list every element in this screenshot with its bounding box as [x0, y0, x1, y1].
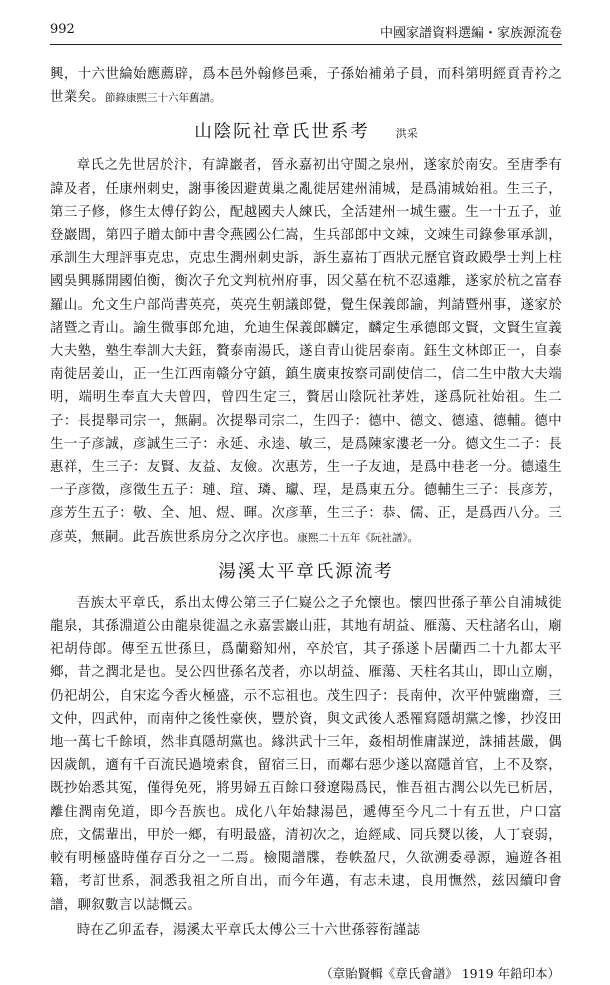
section2-signature: 時在乙卯孟春，湯溪太平章氏太傅公三十六世孫蓉衔謹誌 — [76, 922, 421, 938]
section1-paragraph — [50, 154, 562, 549]
carryover-note: 節錄康熙三十六年舊譜。 — [104, 92, 221, 105]
section-title-yinshan — [50, 120, 562, 144]
section1-note: 康熙二十五年《阮社譜》。 — [297, 531, 419, 544]
header-rule — [50, 44, 562, 45]
page-number: 992 — [50, 22, 75, 37]
carryover-text: 興，十六世綸始應薦辟，爲本邑外翰修邑乘，子孫始補弟子員，而科第明經貢青衿之世業矣。 — [50, 67, 562, 106]
section-title-tangxi — [50, 560, 562, 584]
page-body — [50, 63, 562, 985]
page-header — [50, 22, 562, 40]
section1-body: 章氏之先世居於汴，有諱巖者，晉永嘉初出守閩之泉州，遂家於南安。至唐季有諱及者，任康州刺史，謝事後因避黄巢之亂徙居建州浦城，是爲浦城始祖。生三子，第三子修，修生太傅仔鈞公，配越國夫人練氏，全活建州一城生靈。生一十五子，並登巖閭，第四子贈太師中書令燕國公仁嵩，生兵部郎中文竦，文竦生司錄參軍承訓，承訓生大理評事克忠，克忠生潤州刺史訴，訴生嘉祐丁酉狀元歷官資政殿學士判上柱國吳興縣開國伯衡，衡次子允文判杭州府事，因父墓在杭不忍遠離，遂家於杭之富春羅山。允文生户部尚書英亮，英亮生朝議郎覺，覺生保義郎諭，判請暨州事，遂家於諸暨之青山。諭生微事郎允迪，允迪生保義郎麟定，麟定生承德郎文賢，文賢生宣義大夫塾，塾生奉訓大夫鈺，贅泰南湯氏，遂自青山徙居泰南。鈺生文林郎正一，自泰南徙居姜山，正一生江西南赣分守鎮，鎮生廣東按察司副使信二，信二生中散大夫端明，端明生奉直大夫曾四，曾四生定三，贅居山陰阮社茅姓，遂爲阮社始祖。生二子：長提舉司宗一，無嗣。次提舉司宗二，生四子：德中、德文、德遠、德輔。德中生一子彦誠，彦誠生三子：永延、永逵、敏三，是爲陳家漊老一分。德文生二子：長惠祥，生三子：友賢、友益、友儉。次惠芳，生一子友迪，是爲中巷老一分。德遠生一子彦徵，彦徵生五子：璉、瑄、璘、瓛、珵，是爲東五分。德輔生三子：長彦芳，彦芳生五子：敬、全、旭、煜、暉。次彦華，生三子：恭、儒、正，是爲西八分。三彦英，無嗣。此吾族世系房分之次序也。 — [50, 158, 562, 545]
section1-author: 洪采 — [395, 127, 418, 141]
source-citation: （章貽賢輯《章氏會譜》 1919 年鉛印本） — [320, 965, 560, 981]
section2-paragraph: 吾族太平章氏，系出太傅公第三子仁嶷公之子允懷也。懷四世孫子華公自浦城徙龍泉，其孫淵道公由龍泉徙温之永嘉雲巖山莊，其地有胡益、雁蕩、天柱諸名山，廟祀胡侍郎。傳至五世孫旦，爲蘭谿知州，卒於官，其子孫遂卜居蘭西二十九都太平鄉，昔之潤北是也。旻公四世孫名茂者，亦以胡益、雁蕩、天柱名其山，即山立廟，仍祀胡公，自宋迄今香火極盛，示不忘祖也。茂生四子：長南仲，次平仲號幽齋，三文仲，四武仲，而南仲之後性豪俠，豐於資，與文武後人悉罹寫隱胡黨之慘，抄沒田地一萬七千餘頃，然非真隱胡黨也。緣洪武十三年，姦相胡惟庸謀逆，誅捕甚嚴，偶因歲飢，適有千百流民過境索食，留宿三日，而鄰右惡少遂以窩隱首官，上不及察，既抄始悉其冤，僅得免死，將男婦五百餘口發遼陽爲民，惟吾祖古潤公以先已析居，離住潤南免道，即今吾族也。成化八年始隸湯邑，遞傳至今凡二十有五世，户口富庶，文儒輩出，甲於一鄉，有明最盛，清初次之，迨經咸、同兵燹以後，人丁衰弱，較有明極盛時僅存百分之一二焉。檢閱譜牒，卷帙盈尺，久欲溯委尋源，遍遊各祖籍，考訂世系，洞悉我祖之所自出，而今年邁，有志未逮，良用憮然，兹因續印會譜，聊叙數言以誌慨云。 — [50, 595, 562, 913]
section1-title: 山陰阮社章氏世系考 — [194, 122, 370, 143]
carryover-paragraph — [50, 63, 562, 110]
running-title: 中國家譜資料選編・家族源流卷 — [379, 26, 562, 41]
section2-title: 湯溪太平章氏源流考 — [218, 561, 394, 582]
